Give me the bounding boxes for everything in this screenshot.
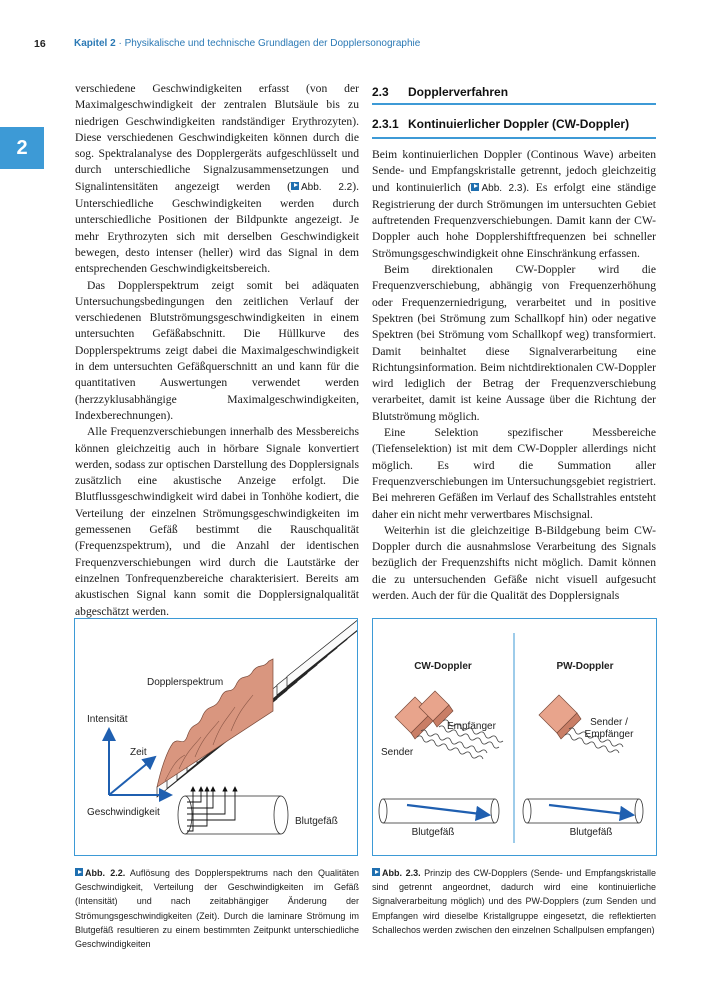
right-paragraph-2: Beim direktionalen CW-Doppler wird die Frequenzverschiebung, abhängig von Frequenzerhöhung oder Frequenzerniedrigung, verarbeitet und in positive Spektren (bei Strömung zum Schallkopf hin) oder negative Spektren (bei Strömung vom Schallkopf weg) transformiert. Damit beinhaltet diese Signalverarbeitung eine Richtungsinformation. Beim nichtdirektionalen CW-Doppler wird lediglich der Betrag der Frequenzverschiebung verarbeitet, damit ist keine Aussage über die Richtung der Blutströmung möglich. [372, 263, 656, 423]
left-paragraph-1: verschiedene Geschwindigkeiten erfasst (von der Maximalgeschwindigkeit der zentralen Blutsäule bis zu niedrigen Geschwindigkeiten randständiger Erythrozyten). Diese verschiedenen Geschwindigkeiten können durch die sog. Spektralanalyse des Dopplergeräts aufgeschlüsselt und durch unterschiedliche Signalzusammensetzungen und Signalintensitäten angezeigt werden ( Abb. 2.2). Unterschiedliche Geschwindigkeiten werden durch unterschiedliche Positionen der Bildpunkte angezeigt. Je mehr Erythrozyten sich mit derselben Geschwindigkeit bewegen, desto intenser (heller) wird das Signal in dem entsprechenden Geschwindigkeitsbereich. [75, 82, 359, 276]
section-rule [372, 103, 656, 105]
label-sender-empfaenger-2: Empfänger [584, 729, 634, 740]
figure-caption-icon [372, 868, 380, 876]
figure-link-icon[interactable] [291, 182, 299, 190]
label-sender-empfaenger-1: Sender / [590, 717, 628, 728]
chapter-label: Kapitel 2 [74, 38, 116, 49]
left-paragraph-2: Das Dopplerspektrum zeigt somit bei adäquaten Untersuchungsbedingungen den zeitlichen Verlauf der verschiedenen Blutströmungsgeschwindigkeiten in einem untersuchten Gefäßabschnitt. Die Hüllkurve des Dopplerspektrums zeigt dabei die Maximalgeschwindigkeit in dem untersuchten Gefäßquerschnitt an und kann für die quantitativen Auswertungen verwendet werden (herzzyklusabhängige Maximalgeschwindigkeiten, Indexberechnungen). [75, 278, 359, 422]
figure-cw-pw-doppler [372, 618, 657, 856]
chapter-tab: 2 [0, 127, 44, 169]
figure-caption-icon [75, 868, 83, 876]
pw-crystal [539, 695, 581, 739]
label-zeit: Zeit [130, 747, 147, 758]
figure-link-icon[interactable] [471, 183, 479, 191]
label-blutgefaess-pw: Blutgefäß [569, 827, 613, 838]
figure-reference-link[interactable]: Abb. 2.2 [301, 181, 353, 193]
right-text-column [372, 147, 656, 604]
subsection-heading: 2.3.1 Kontinuierlicher Doppler (CW-Doppler) [372, 117, 630, 131]
page-number: 16 [34, 38, 46, 50]
right-paragraph-3: Eine Selektion spezifischer Messbereiche (Tiefenselektion) ist mit dem CW-Doppler allerdings nicht möglich. Es wird die Summation aller Frequenzverschiebungen im Untersuchungsgebiet registriert. Bei mehreren Gefäßen im Verlauf des Schallstrahles entsteht daher ein nicht mehr verwertbares Mischsignal. [372, 426, 656, 521]
cw-blood-vessel [379, 799, 499, 823]
right-paragraph-1: Beim kontinuierlichen Doppler (Continous Wave) arbeiten Sende- und Empfangskristalle getrennt, jedoch gleichzeitig und kontinuierlich ( Abb. 2.3). Es erfolgt eine ständige Registrierung der durch Strömungen im untersuchten Gebiet auftretenden Frequenzverschiebungen. Damit kann der CW-Doppler auch hohe Dopplershiftfrequenzen bei schneller Strömungsgeschwindigkeit ohne Einschränkung erfassen. [372, 148, 657, 260]
figure-2-2-caption: Abb. 2.2. Auflösung des Dopplerspektrums nach den Qualitäten Geschwindigkeit, Verteilung der Geschwindigkeiten im Gefäß (Intensität) und nach zeitabhängiger Änderung der Strömungsgeschwindigkeiten (Zeit). Durch die laminare Strömung im Blutgefäß resultieren zu einem bestimmten Zeitpunkt unterschiedliche Geschwindigkeiten [75, 868, 359, 950]
left-text-column [75, 81, 359, 620]
spectrum-frame [287, 619, 357, 687]
label-sender: Sender [381, 747, 414, 758]
right-paragraph-4: Weiterhin ist die gleichzeitige B-Bildgebung beim CW-Doppler durch die ausnahmslose Verarbeitung des Signals bezüglich der Frequenzshifts nicht möglich. Damit können die zu untersuchenden Gefäße nicht visuell aufgesucht werden. Auch der für die Qualität des Dopplersignals [372, 523, 656, 603]
doppler-spectrum-diagram [75, 619, 357, 855]
figure-reference-link[interactable]: Abb. 2.3 [481, 182, 523, 194]
figure-2-3-caption: Abb. 2.3. Prinzip des CW-Dopplers (Sende- und Empfangskristalle sind getrennt angeordnet, dadurch wird eine kontinuierliche Signalverarbeitung möglich) und des PW-Dopplers (zum Senden und Empfangen wird dieselbe Kristallgruppe eingesetzt, die reflektierten Schallechos werden zwischen den einzelnen Schallpulsen empfangen) [372, 868, 656, 935]
label-blutgefaess: Blutgefäß [295, 816, 338, 827]
label-geschwindigkeit: Geschwindigkeit [87, 807, 160, 818]
cw-pw-doppler-diagram [373, 619, 656, 855]
label-intensitaet: Intensität [87, 714, 128, 725]
figure-doppler-spectrum [74, 618, 358, 856]
running-header [74, 38, 420, 49]
title-pw-doppler: PW-Doppler [556, 661, 614, 672]
time-axis [109, 757, 155, 795]
subsection-rule [372, 137, 656, 139]
label-blutgefaess-cw: Blutgefäß [411, 827, 455, 838]
label-dopplerspektrum: Dopplerspektrum [147, 677, 224, 688]
title-cw-doppler: CW-Doppler [414, 661, 472, 672]
section-heading: 2.3 Dopplerverfahren [372, 85, 509, 99]
left-paragraph-3: Alle Frequenzverschiebungen innerhalb des Messbereichs können gleichzeitig auch in hörbare Signale konvertiert werden, sodass zur optischen Darstellung des Dopplersignals zusätzlich eine akustische Anzeige erfolgt. Die Blutflussgeschwindigkeit wird dabei in Tonhöhe kodiert, die Verteilung der einzelnen Strömungsgeschwindigkeiten im gemessenen Gefäß bestimmt die Rauschqualität (Frequenzspektrum), und die Anzahl der identischen Frequenzverschiebungen wird durch die Lautstärke der einzelnen Tonfrequenzbereiche charakterisiert. Bereits am akustischen Signal kann somit die Dopplersignalqualität abgeschätzt werden. [75, 425, 359, 618]
chapter-title: · Physikalische und technische Grundlagen der Dopplersonographie [115, 38, 421, 49]
label-empfaenger: Empfänger [447, 721, 496, 732]
pw-blood-vessel [523, 799, 643, 823]
